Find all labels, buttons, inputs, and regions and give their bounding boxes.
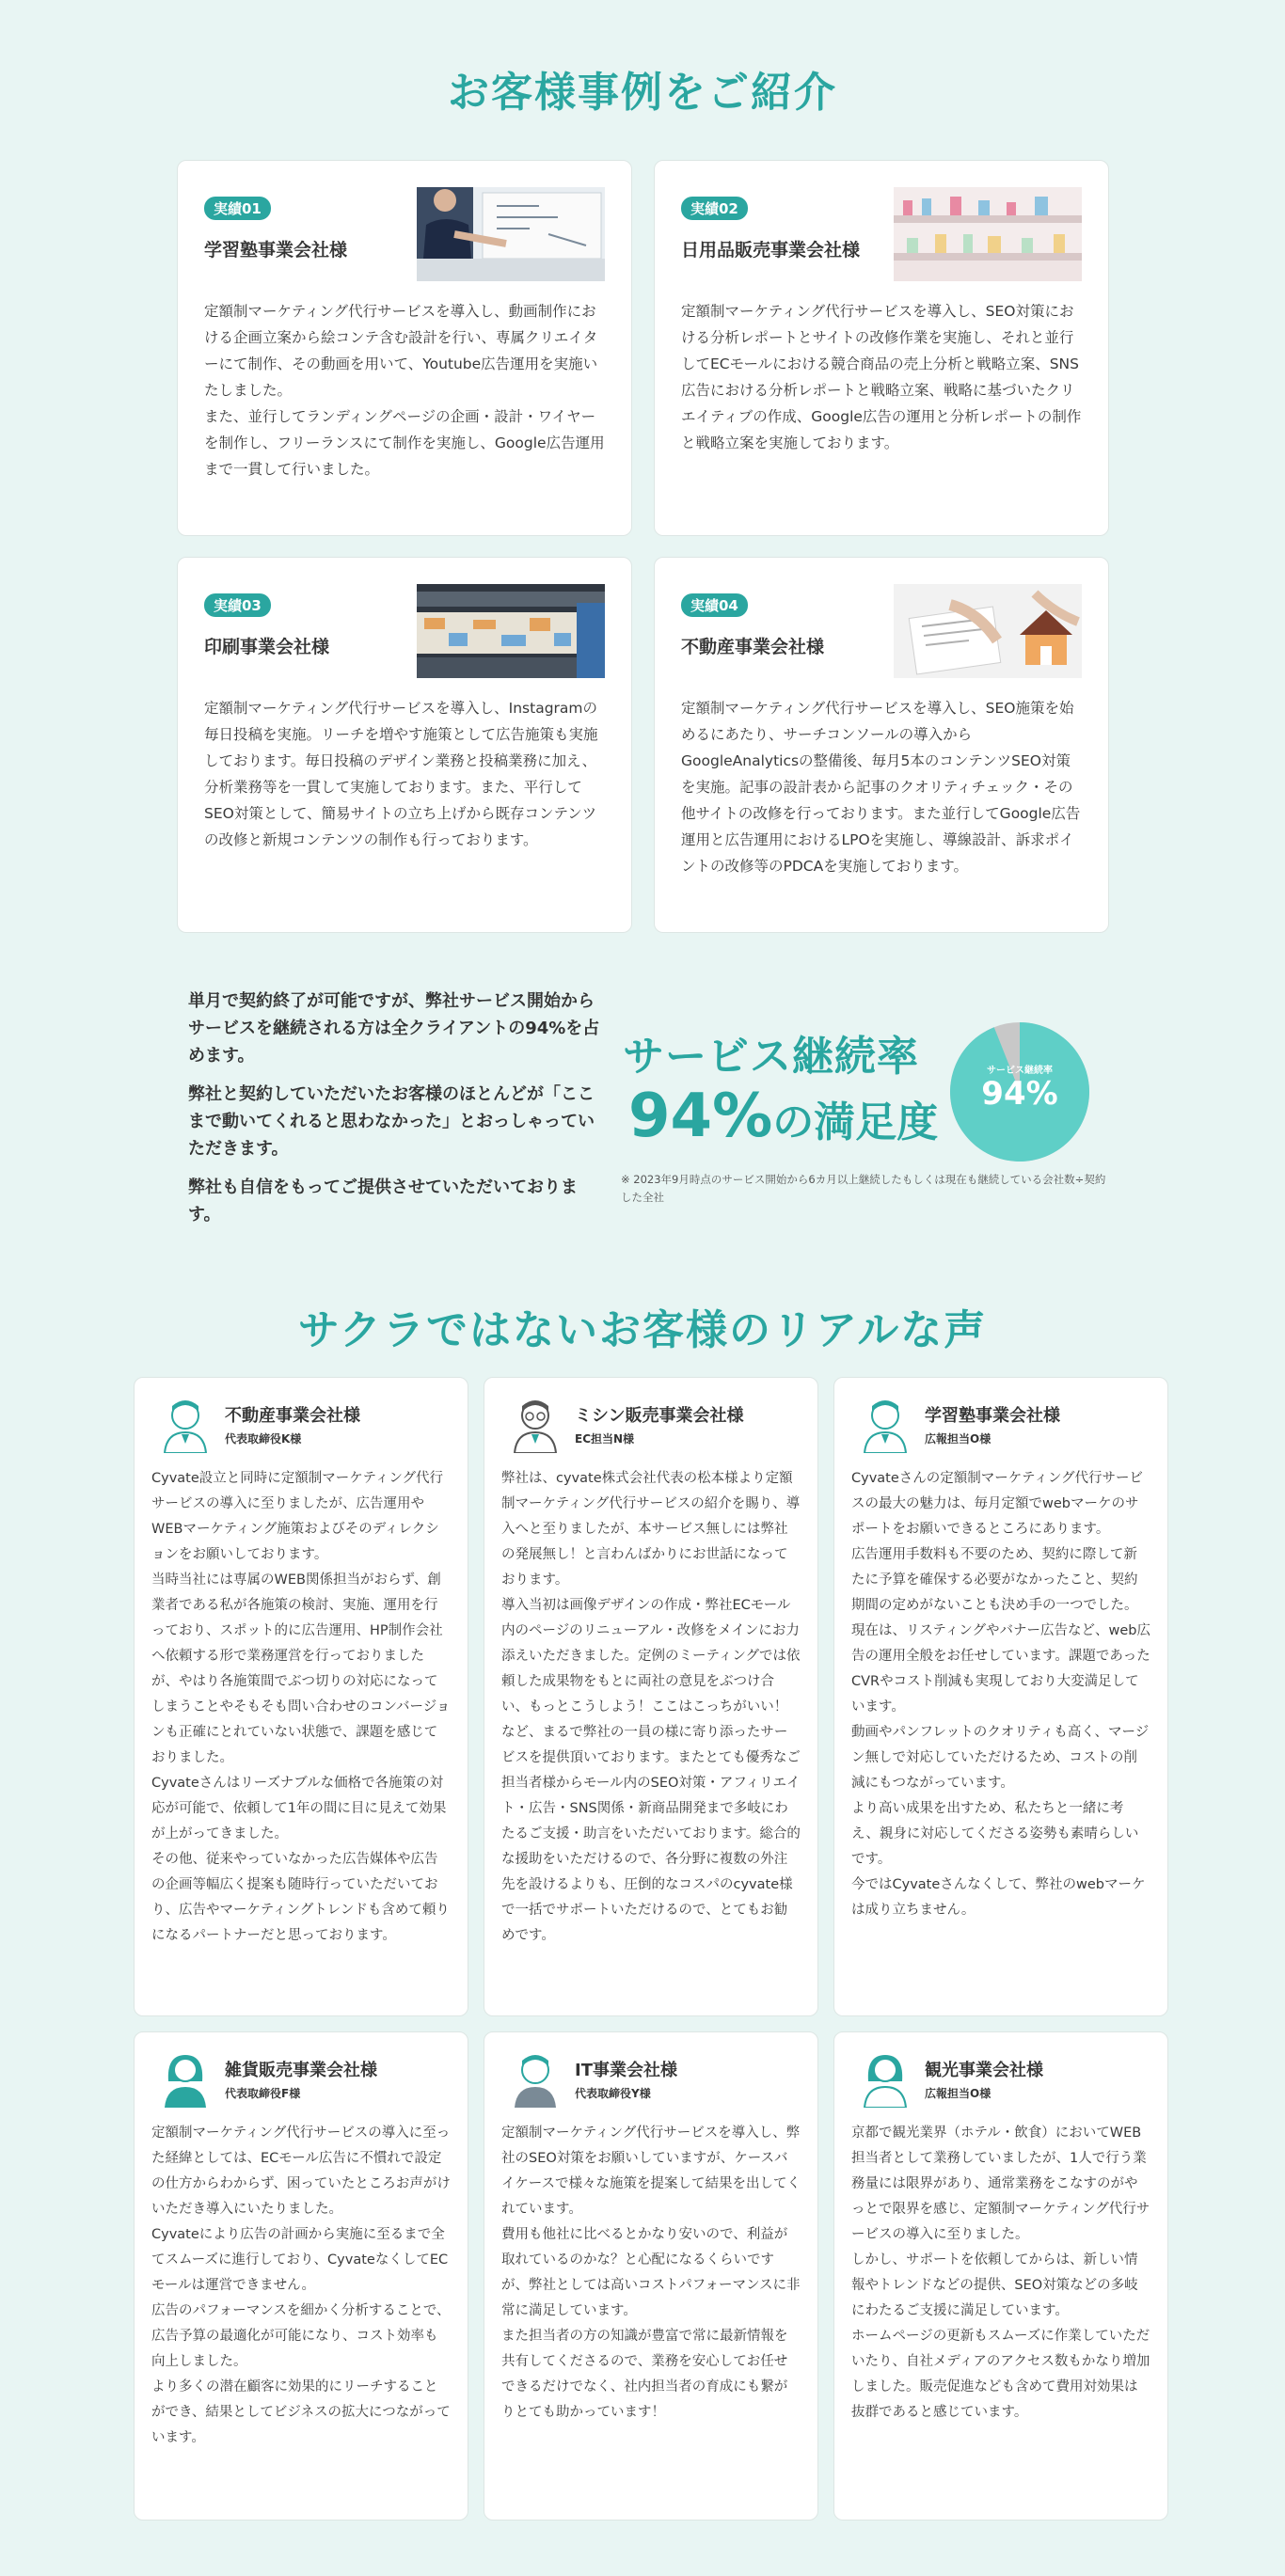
voices-section-title: サクラではないお客様のリアルな声 (297, 1306, 988, 1354)
voice-card-05 (484, 2031, 818, 2521)
pie-caption: サービス継続率 (987, 1066, 1053, 1076)
continuation-pie-chart (946, 1019, 1093, 1165)
voice-testimonial: 京都で観光業界（ホテル・飲食）においてWEB担当者として業務していましたが、1人で行う業務量には限界があり、通常業務をこなすのがやっとで限界を感じ、定額制マーケティング代行サービスの導入に至りました。 しかし、サポートを依頼してからは、新しい情報やトレンドなどの提供、SEO対策などの多岐にわたるご支援に満足しています。 ホームページの更新もスムーズに作業していただいたり、自社メディアのアクセス数もかなり増加しました。販売促進なども含めて費用対効果は抜群であると感じています。 (851, 2126, 1150, 2420)
man-glasses-avatar-icon (509, 1395, 562, 1453)
voice-card-06 (833, 2031, 1168, 2521)
voice-testimonial: 定額制マーケティング代行サービスを導入し、弊社のSEO対策をお願いしていますが、ケースバイケースで様々な施策を提案して結果を出してくれています。 費用も他社に比べるとかなり安いので、利益が取れているのかな？と心配になるくらいですが、弊社としては高いコストパフォーマンスに非常に満足しています。 また担当者の方の知識が豊富で常に最新情報を共有してくださるので、業務を安心してお任せできるだけでなく、社内担当者の育成にも繋がりとても助かっています！ (501, 2126, 801, 2420)
case-company: 学習塾事業会社様 (204, 240, 348, 261)
man-avatar-icon (159, 1395, 212, 1453)
man-avatar-icon (859, 1395, 912, 1453)
continuation-paragraph: 単月で契約終了が可能ですが、弊社サービス開始からサービスを継続される方は全クライアントの94%を占めます。 (188, 991, 600, 1066)
voice-card-02 (484, 1377, 818, 2016)
man-avatar-icon (509, 2049, 562, 2108)
person-at-whiteboard-photo (417, 187, 605, 281)
case-card-03 (177, 557, 632, 933)
voice-company: ミシン販売事業会社様 (575, 1406, 744, 1426)
voice-company: IT事業会社様 (575, 2061, 677, 2080)
case-badge: 実績04 (681, 593, 748, 617)
voice-company: 学習塾事業会社様 (925, 1406, 1060, 1426)
voice-role: 代表取締役F様 (225, 2087, 301, 2100)
case-badge: 実績02 (681, 197, 748, 220)
satisfaction-number: 94% (628, 1082, 773, 1151)
case-description: 定額制マーケティング代行サービスを導入し、SEO対策における分析レポートとサイトの改修作業を実施し、それと並行してECモールにおける競合商品の売上分析と戦略立案、SNS広告における分析レポートと戦略立案、戦略に基づいたクリエイティブの作成、Google広告の運用と分析レポートの制作と戦略立案を実施しております。 (681, 303, 1082, 451)
voice-card-04 (134, 2031, 468, 2521)
case-company: 印刷事業会社様 (204, 637, 330, 657)
case-description: 定額制マーケティング代行サービスを導入し、動画制作における企画立案から絵コンテ含む設計を行い、専属クリエイターにて制作、その動画を用いて、Youtube広告運用を実施いたしました。 また、並行してランディングページの企画・設計・ワイヤーを制作し、フリーランスにて制作を実施し、Google広告運用まで一貫して行いました。 (204, 303, 605, 478)
continuation-footnote: ※ 2023年9月時点のサービス開始から6カ月以上継続したもしくは現在も継続している会社数÷契約した全社 (621, 1173, 1106, 1204)
voice-company: 雑貨販売事業会社様 (225, 2061, 377, 2080)
voice-card-01 (134, 1377, 468, 2016)
printing-press-photo (417, 584, 605, 678)
case-card-01 (177, 160, 632, 536)
continuation-paragraph: 弊社と契約していただいたお客様のほとんどが「ここまで動いてくれると思わなかった」とおっしゃっていただきます。 (188, 1084, 595, 1159)
voice-testimonial: 定額制マーケティング代行サービスの導入に至った経緯としては、ECモール広告に不慣れで設定の仕方からわからず、困っていたところお声がけいただき導入にいたりました。 Cyvateにより広告の計画から実施に至るまで全てスムーズに進行しており、CyvateなくしてECモールは運営できません。 広告のパフォーマンスを細かく分析することで、広告予算の最適化が可能になり、コスト効率も向上しました。 より多くの潜在顧客に効果的にリーチすることができ、結果としてビジネスの拡大につながっています。 (151, 2126, 451, 2445)
voice-card-03 (833, 1377, 1168, 2016)
case-badge: 実績03 (204, 593, 271, 617)
voice-role: EC担当N様 (575, 1432, 635, 1446)
case-card-04 (654, 557, 1109, 933)
voice-role: 広報担当O様 (925, 2087, 992, 2100)
voice-testimonial: Cyvate設立と同時に定額制マーケティング代行サービスの導入に至りましたが、広告運用やWEBマーケティング施策およびそのディレクションをお願いしております。 当時当社には専属のWEB関係担当がおらず、創業者である私が各施策の検討、実施、運用を行っており、スポット的に広告運用、HP制作会社へ依頼する形で業務運営を行っておりましたが、やはり各施策間でぶつ切りの対応になってしまうことやそもそも問い合わせのコンバージョンも正確にとれていない状態で、課題を感じておりました。 Cyvateさんはリーズナブルな価格で各施策の対応が可能で、依頼して1年の間に目に見えて効果が上がってきました。 その他、従来やっていなかった広告媒体や広告の企画等幅広く提案も随時行っていただいており、広告やマーケティングトレンドも含めて頼りになるパートナーだと思っております。 (151, 1471, 451, 1943)
case-company: 日用品販売事業会社様 (681, 240, 861, 261)
case-description: 定額制マーケティング代行サービスを導入し、SEO施策を始めるにあたり、サーチコンソールの導入からGoogleAnalyticsの整備後、毎月5本のコンテンツSEO対策を実施。記事の設計表から記事のクオリティチェック・その他サイトの改修を行っております。また並行してGoogle広告運用と広告運用におけるLPOを実施し、導線設計、訴求ポイントの改修等のPDCAを実施しております。 (681, 700, 1081, 875)
case-company: 不動産事業会社様 (681, 637, 825, 657)
voice-testimonial: 弊社は、cyvate株式会社代表の松本様より定額制マーケティング代行サービスの紹介を賜り、導入へと至りましたが、本サービス無しには弊社の発展無し！と言わんばかりにお世話になっております。 導入当初は画像デザインの作成・弊社ECモール内のページのリニューアル・改修をメインにお力添えいただきました。定例のミーティングでは依頼した成果物をもとに両社の意見をぶつけ合い、もっとこうしよう！ここはこっちがいい！など、まるで弊社の一員の様に寄り添ったサービスを提供頂いております。またとても優秀なご担当者様からモール内のSEO対策・アフィリエイト・広告・SNS関係・新商品開発まで多岐にわたるご支援・助言をいただいております。総合的な援助をいただけるので、各分野に複数の外注先を設けるよりも、圧倒的なコスパのcyvate様で一括でサポートいただけるので、とてもお勧めです。 (501, 1471, 801, 1943)
satisfaction-suffix: の満足度 (772, 1098, 939, 1146)
voice-company: 不動産事業会社様 (225, 1406, 360, 1426)
case-card-02 (654, 160, 1109, 536)
satisfaction-headline (628, 1082, 938, 1151)
retail-shelves-photo (894, 187, 1082, 281)
case-description: 定額制マーケティング代行サービスを導入し、Instagramの毎日投稿を実施。リーチを増やす施策として広告施策も実施しております。毎日投稿のデザイン業務と投稿業務に加え、分析業務等を一貫して実施しております。また、平行してSEO対策として、簡易サイトの立ち上げから既存コンテンツの改修と新規コンテンツの制作も行っております。 (204, 700, 598, 848)
voice-role: 広報担当O様 (925, 1432, 992, 1446)
continuation-paragraph: 弊社も自信をもってご提供させていただいております。 (188, 1177, 578, 1225)
woman-avatar-icon (859, 2049, 912, 2108)
house-model-contract-photo (894, 584, 1082, 678)
case-badge: 実績01 (204, 197, 271, 220)
continuation-rate-label: サービス継続率 (623, 1033, 919, 1081)
voice-testimonial: Cyvateさんの定額制マーケティング代行サービスの最大の魅力は、毎月定額でwebマーケのサポートをお願いできるところにあります。 広告運用手数料も不要のため、契約に際して新たに予算を確保する必要がなかったこと、契約期間の定めがないことも決め手の一つでした。 現在は、リスティングやバナー広告など、web広告の運用全般をお任せしています。課題であったCVRやコスト削減も実現しており大変満足しています。 動画やパンフレットのクオリティも高く、マージン無しで対応していただけるため、コストの削減にもつながっています。 より高い成果を出すため、私たちと一緒に考え、親身に対応してくださる姿勢も素晴らしいです。 今ではCyvateさんなくして、弊社のwebマーケは成り立ちません。 (851, 1471, 1150, 1918)
pie-value: 94% (981, 1075, 1058, 1113)
continuation-description (188, 988, 602, 1240)
voice-role: 代表取締役Y様 (575, 2087, 651, 2100)
voice-role: 代表取締役K様 (225, 1432, 302, 1446)
cases-section-title: お客様事例をご紹介 (448, 69, 837, 117)
voice-company: 観光事業会社様 (925, 2061, 1043, 2080)
woman-avatar-icon (159, 2049, 212, 2108)
